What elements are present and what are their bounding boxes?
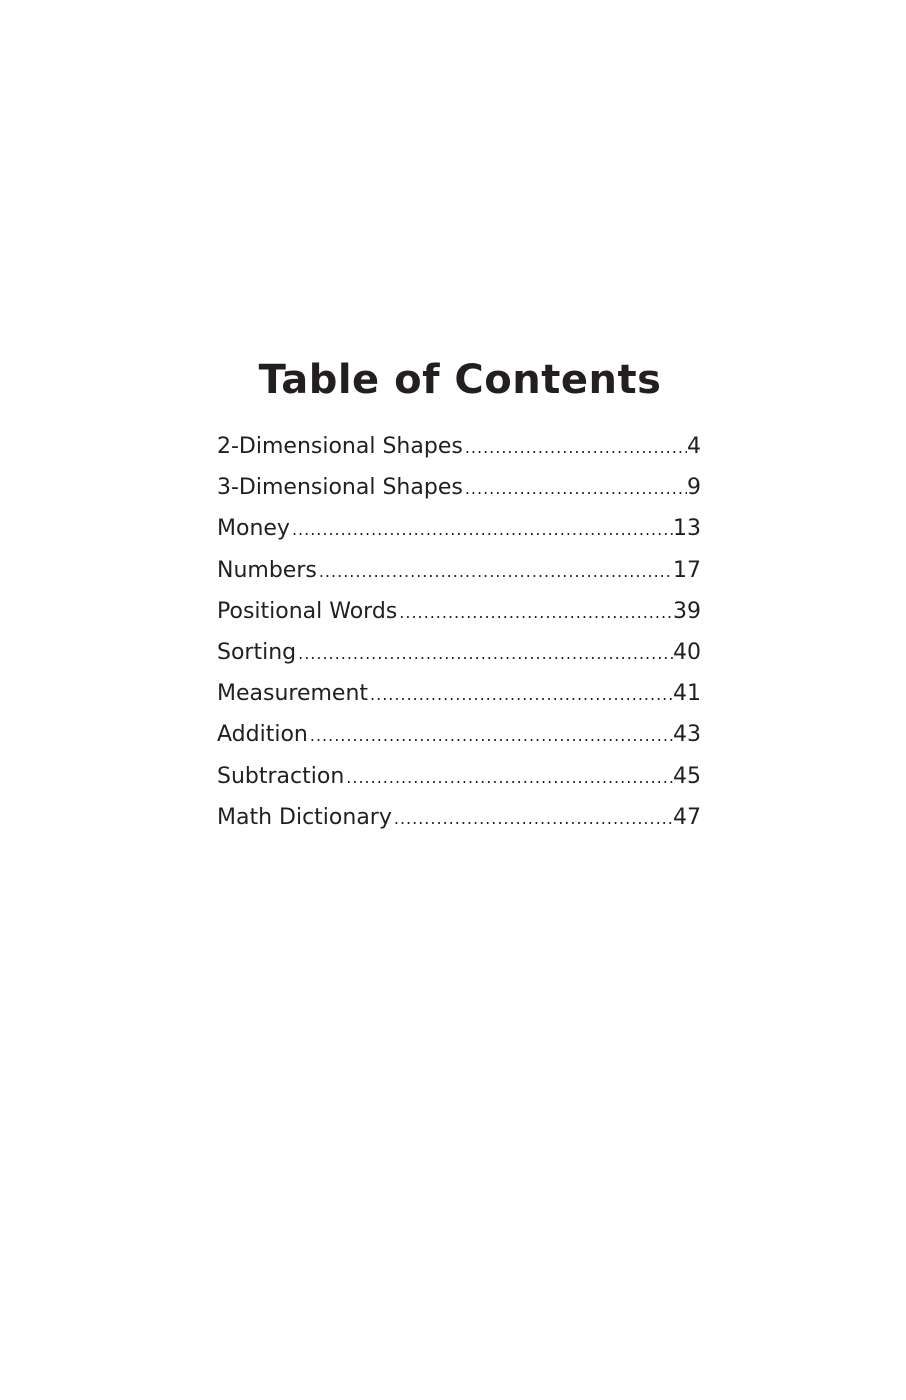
toc-entry-label: Measurement: [217, 681, 369, 707]
toc-entry-label: Numbers: [217, 557, 317, 583]
toc-entry-label: Money: [217, 516, 290, 542]
dot-leader: [368, 674, 673, 714]
toc-list: [217, 426, 701, 838]
page-title: Table of Contents: [258, 357, 662, 403]
dot-leader: [317, 551, 673, 591]
toc-entry-page: 45: [673, 763, 701, 789]
toc-entry-label: Subtraction: [217, 763, 345, 789]
toc-entry-page: 9: [687, 475, 701, 501]
toc-entry: [217, 673, 701, 714]
toc-entry-label: 2-Dimensional Shapes: [217, 434, 463, 459]
toc-entry: [217, 591, 701, 632]
dot-leader: [392, 798, 673, 838]
toc-entry-page: 40: [673, 639, 701, 665]
dot-leader: [344, 757, 673, 797]
toc-entry: [217, 797, 701, 838]
dot-leader: [397, 592, 673, 632]
dot-leader: [290, 509, 673, 549]
toc-entry-label: Positional Words: [217, 598, 398, 624]
dot-leader: [463, 468, 687, 508]
toc-entry-page: 41: [673, 681, 701, 707]
toc-entry: [217, 508, 701, 549]
dot-leader: [296, 633, 673, 673]
toc-entry-page: 4: [687, 434, 701, 459]
toc-entry-label: Sorting: [217, 639, 297, 665]
toc-entry-page: 39: [673, 598, 701, 624]
toc-entry: [217, 426, 701, 467]
toc-entry-label: Math Dictionary: [217, 804, 392, 830]
dot-leader: [308, 715, 673, 755]
toc-entry: [217, 756, 701, 797]
toc-entry-page: 43: [673, 722, 701, 748]
dot-leader: [463, 427, 687, 467]
toc-entry-page: 17: [673, 557, 701, 583]
toc-entry: [217, 714, 701, 755]
toc-entry-label: Addition: [217, 722, 308, 748]
toc-entry: [217, 550, 701, 591]
toc-entry-label: 3-Dimensional Shapes: [217, 475, 463, 501]
toc-entry: [217, 467, 701, 508]
toc-entry-page: 47: [673, 804, 701, 830]
toc-entry-page: 13: [673, 516, 701, 542]
toc-entry: [217, 632, 701, 673]
